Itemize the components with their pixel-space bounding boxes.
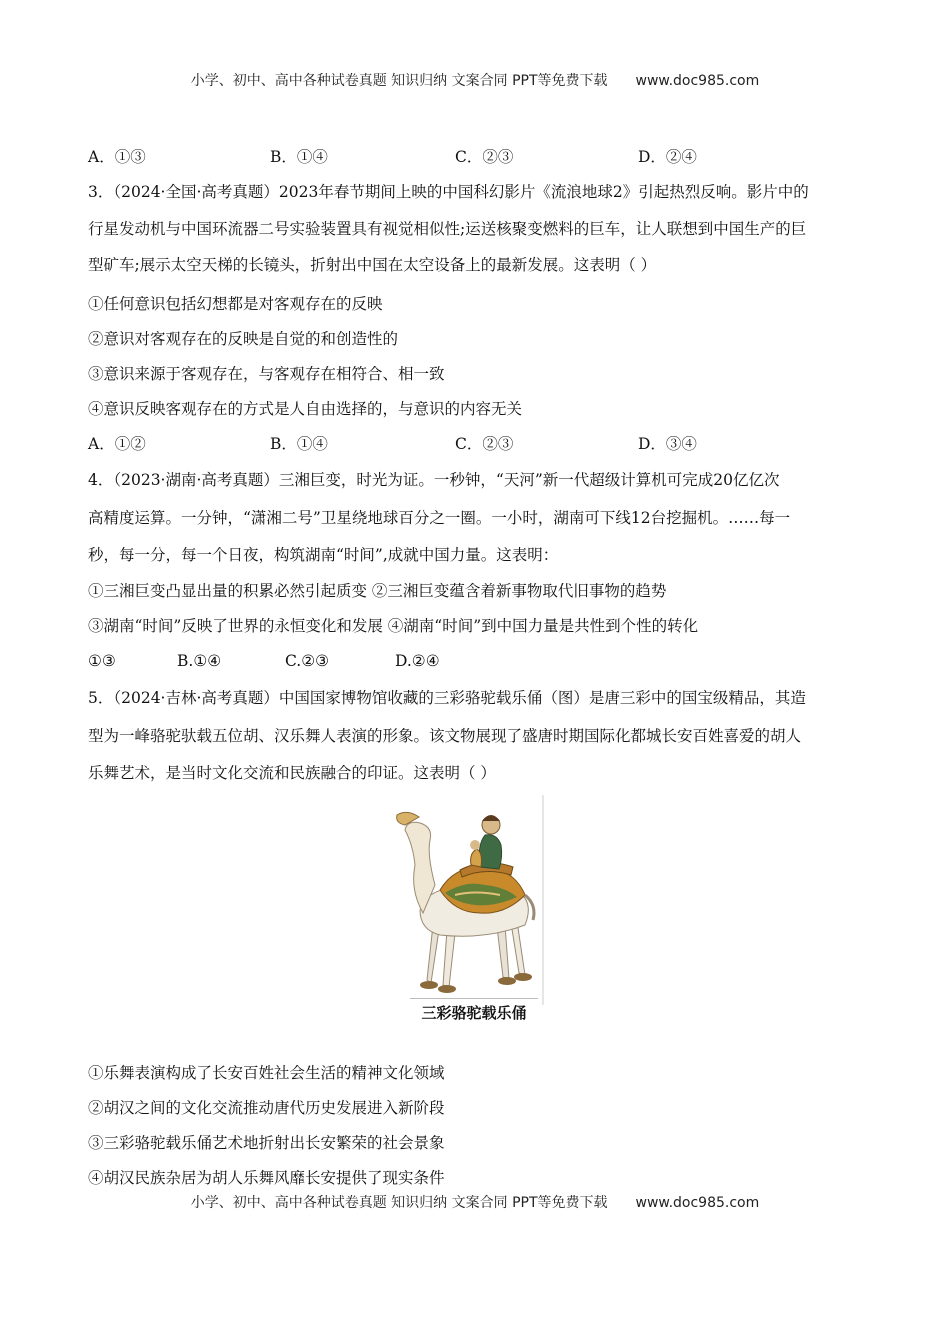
q5-item-4: ④胡汉民族杂居为胡人乐舞风靡长安提供了现实条件 [88,1169,445,1187]
q3-option-b: B．①④ [270,435,328,453]
q3-item-1: ①任何意识包括幻想都是对客观存在的反映 [88,295,383,313]
header-site: www.doc985.com [635,73,760,89]
q4-option-d: D.②④ [395,652,440,670]
q5-item-2: ②胡汉之间的文化交流推动唐代历史发展进入新阶段 [88,1099,445,1117]
q5-item-1: ①乐舞表演构成了长安百姓社会生活的精神文化领域 [88,1064,445,1082]
header-text: 小学、初中、高中各种试卷真题 知识归纳 文案合同 PPT等免费下载 [190,73,608,89]
q3-stem-line-3: 型矿车;展示太空天梯的长镜头，折射出中国在太空设备上的最新发展。这表明（ ） [88,256,657,274]
page-header [0,70,950,90]
footer-site: www.doc985.com [635,1195,760,1211]
q4-item-row-2: ③湖南“时间”反映了世界的永恒变化和发展 ④湖南“时间”到中国力量是共性到个性的转化 [88,617,699,635]
q4-stem-line-1: 4．（2023·湖南·高考真题）三湘巨变，时光为证。一秒钟，“天河”新一代超级计算机可完成20亿亿次 [88,471,780,489]
q2-option-c: C．②③ [455,148,514,166]
q4-stem-line-2: 高精度运算。一分钟，“潇湘二号”卫星绕地球百分之一圈。一小时，湖南可下线12台挖掘机。……每一 [88,509,791,527]
q3-option-d: D．③④ [638,435,697,453]
q3-item-4: ④意识反映客观存在的方式是人自由选择的，与意识的内容无关 [88,400,523,418]
page-footer [0,1192,950,1212]
q5-stem-line-1: 5．（2024·吉林·高考真题）中国国家博物馆收藏的三彩骆驼载乐俑（图）是唐三彩中的国宝级精品，其造 [88,689,806,707]
q3-option-a: A．①② [88,435,146,453]
q5-item-3: ③三彩骆驼载乐俑艺术地折射出长安繁荣的社会景象 [88,1134,445,1152]
q3-item-3: ③意识来源于客观存在，与客观存在相符合、相一致 [88,365,445,383]
q4-item-row-1: ①三湘巨变凸显出量的积累必然引起质变 ②三湘巨变蕴含着新事物取代旧事物的趋势 [88,582,667,600]
q3-item-2: ②意识对客观存在的反映是自觉的和创造性的 [88,330,399,348]
q4-option-c: C.②③ [285,652,330,670]
footer-text: 小学、初中、高中各种试卷真题 知识归纳 文案合同 PPT等免费下载 [190,1195,608,1211]
q3-stem-line-2: 行星发动机与中国环流器二号实验装置具有视觉相似性;运送核聚变燃料的巨车，让人联想到中国生产的巨 [88,220,807,238]
q5-stem-line-3: 乐舞艺术，是当时文化交流和民族融合的印证。这表明（ ） [88,764,496,782]
figure-caption: 三彩骆驼载乐俑 [410,998,538,1023]
q2-option-b: B．①④ [270,148,328,166]
q4-option-b: B.①④ [177,652,222,670]
q4-option-a: ①③ [88,652,116,670]
q5-stem-line-2: 型为一峰骆驼驮载五位胡、汉乐舞人表演的形象。该文物展现了盛唐时期国际化都城长安百姓喜爱的胡人 [88,727,802,745]
q2-option-a: A．①③ [88,148,146,166]
q2-option-d: D．②④ [638,148,697,166]
q4-stem-line-3: 秒，每一分，每一个日夜，构筑湖南“时间”,成就中国力量。这表明： [88,546,559,564]
camel-figurine-image [385,795,545,1025]
q3-option-c: C．②③ [455,435,514,453]
q3-stem-line-1: 3．（2024·全国·高考真题）2023年春节期间上映的中国科幻影片《流浪地球2》引起热烈反响。影片中的 [88,183,809,201]
